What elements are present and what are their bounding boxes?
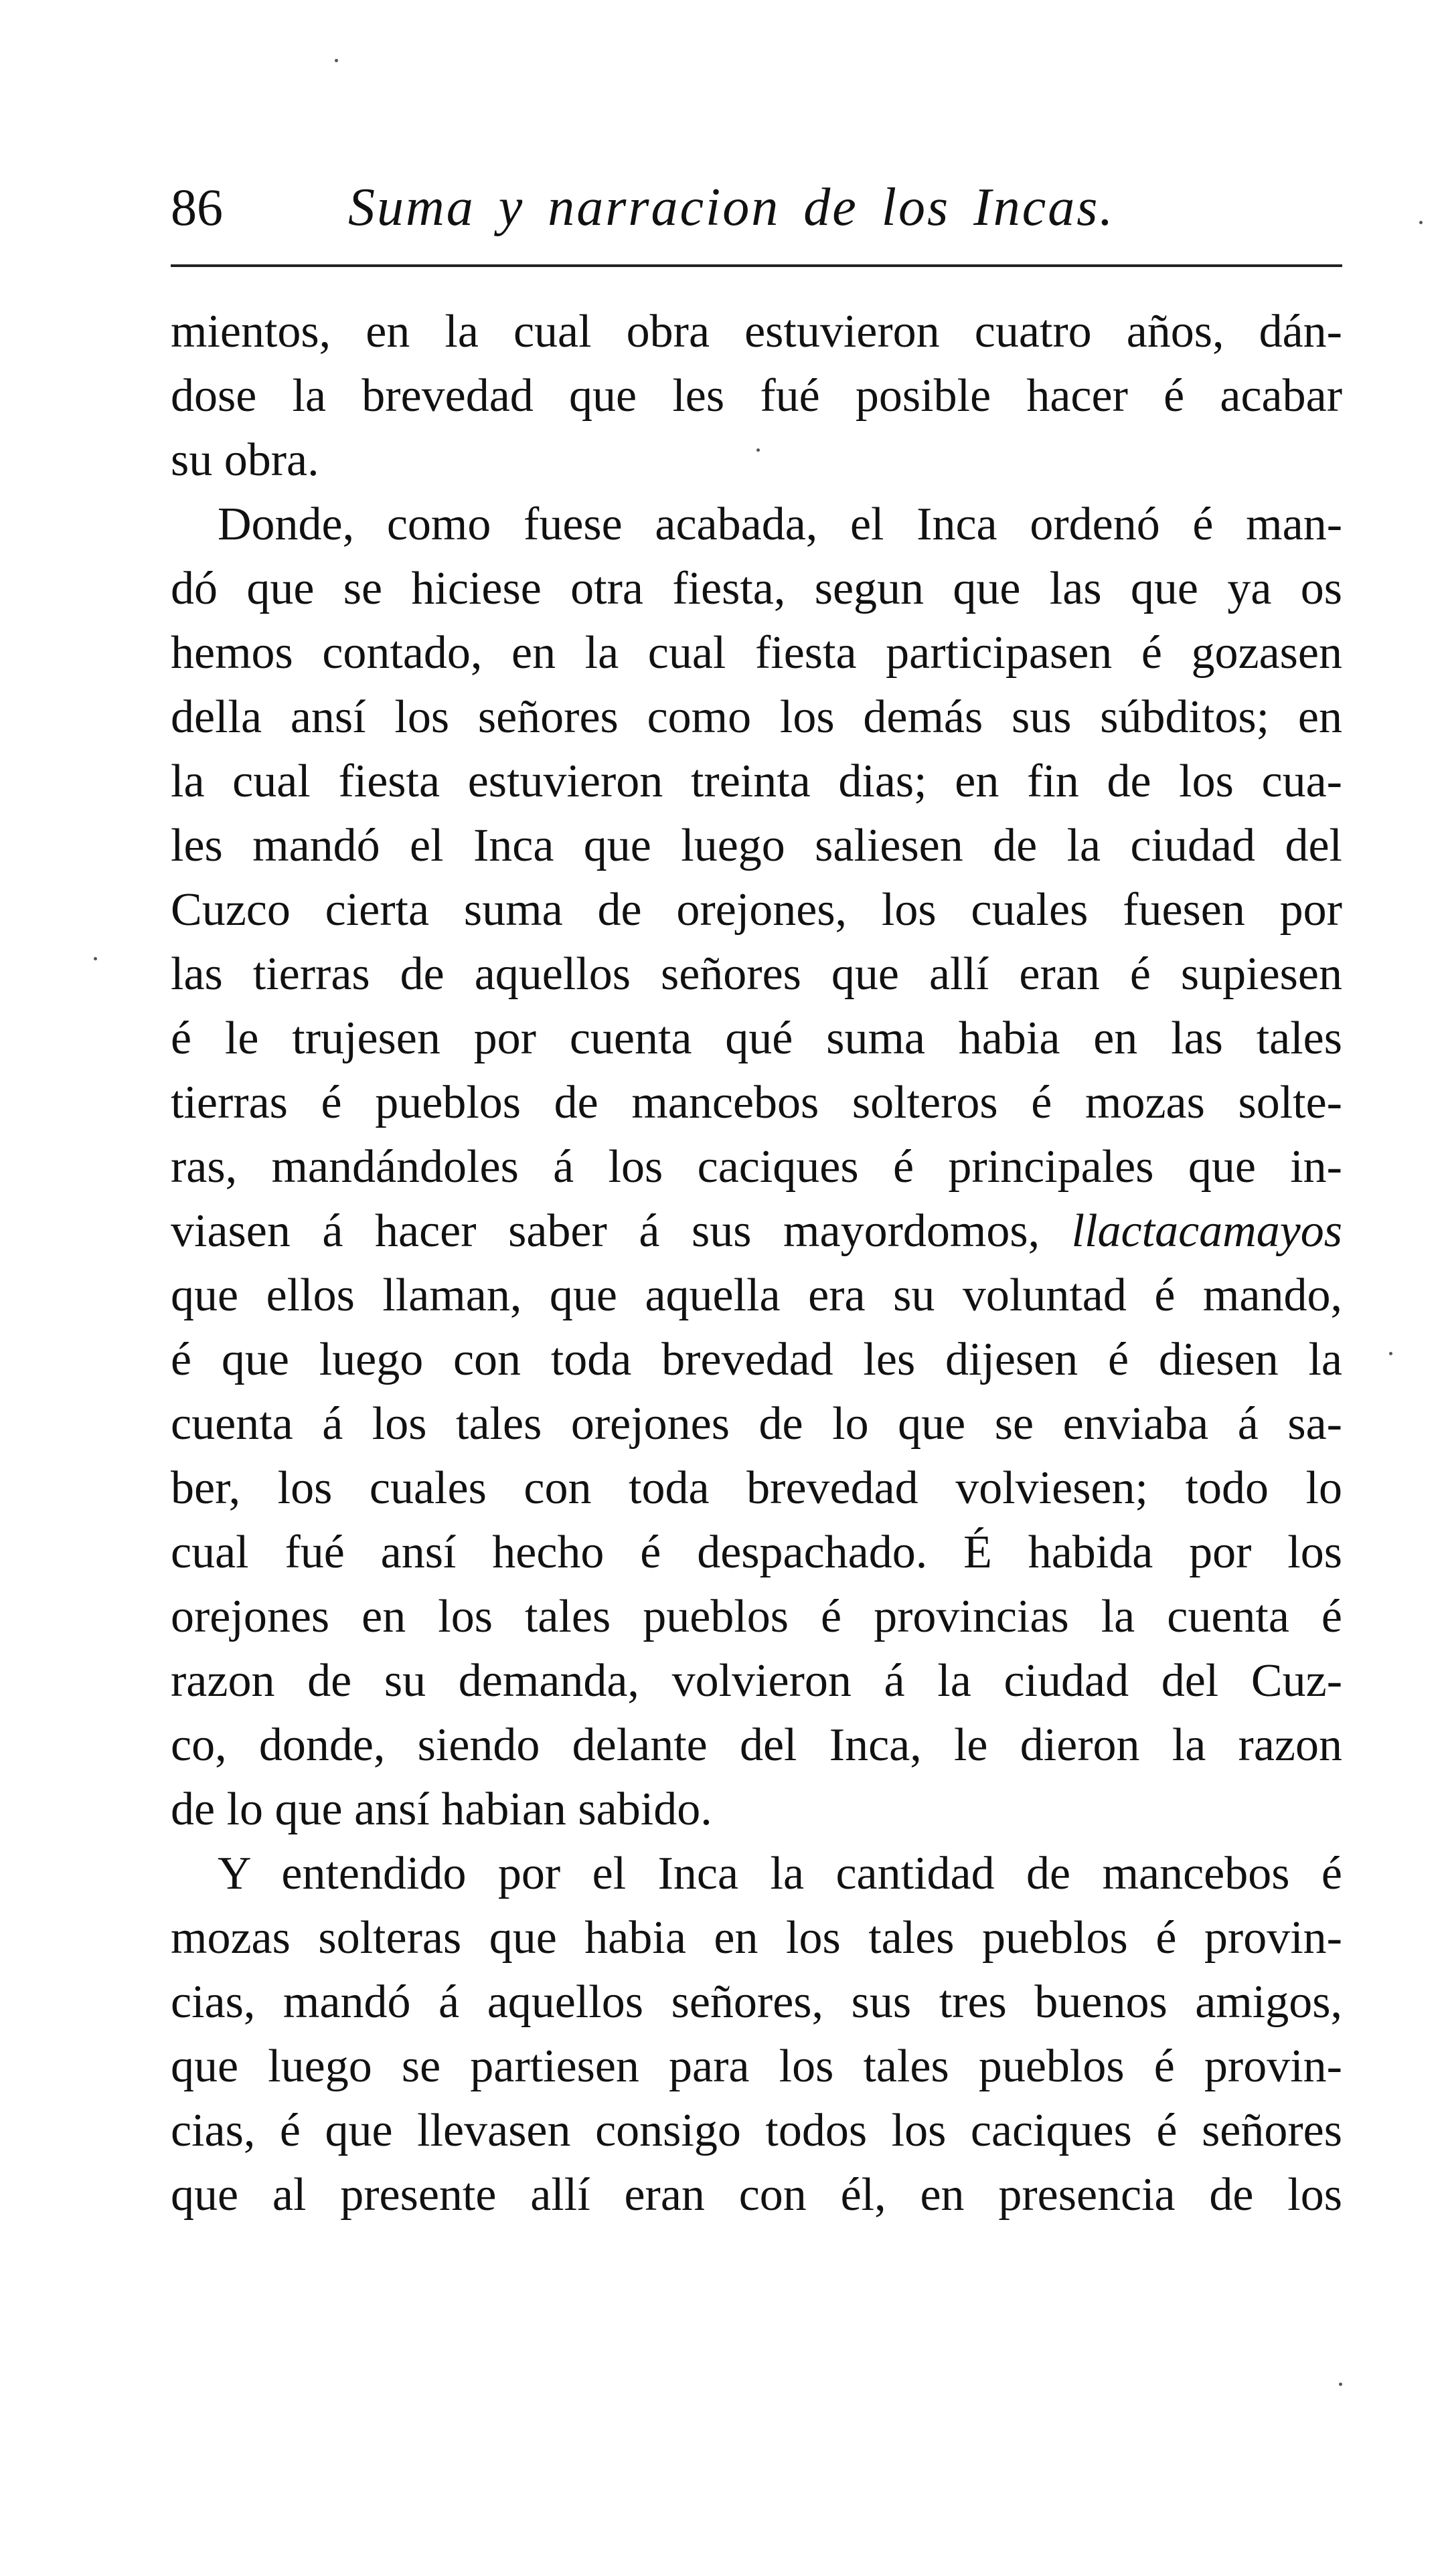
text-line: que al presente allí eran con él, en presencia de los bbox=[171, 2169, 1342, 2221]
text-line: dose la brevedad que les fué posible hacer é acabar bbox=[171, 370, 1342, 422]
print-speck bbox=[756, 448, 760, 452]
text-line: su obra. bbox=[171, 434, 319, 486]
text-line-with-term bbox=[171, 1199, 1342, 1264]
page-header bbox=[171, 171, 1342, 244]
text-line: las tierras de aquellos señores que allí eran é supiesen bbox=[171, 948, 1342, 1000]
text-line: razon de su demanda, volvieron á la ciudad del Cuz- bbox=[171, 1655, 1342, 1707]
text-line: é le trujesen por cuenta qué suma habia en las tales bbox=[171, 1013, 1342, 1064]
print-speck bbox=[1419, 221, 1423, 224]
text-line: hemos contado, en la cual fiesta participasen é gozasen bbox=[171, 627, 1342, 679]
text-line: les mandó el Inca que luego saliesen de la ciudad del bbox=[171, 820, 1342, 871]
paragraph-3 bbox=[171, 1842, 1342, 2227]
text-segment: viasen á hacer saber á sus mayordomos, bbox=[171, 1205, 1040, 1257]
text-line: que luego se partiesen para los tales pueblos é provin- bbox=[171, 2041, 1342, 2092]
body-text bbox=[171, 300, 1342, 2227]
text-line: cual fué ansí hecho é despachado. É habida por los bbox=[171, 1527, 1342, 1578]
text-line: cuenta á los tales orejones de lo que se enviaba á sa- bbox=[171, 1398, 1342, 1450]
text-line: ras, mandándoles á los caciques é principales que in- bbox=[171, 1141, 1342, 1193]
text-line: tierras é pueblos de mancebos solteros é mozas solte- bbox=[171, 1077, 1342, 1128]
paragraph-2 bbox=[171, 493, 1342, 1842]
text-line: de lo que ansí habian sabido. bbox=[171, 1784, 712, 1835]
text-line: cias, é que llevasen consigo todos los caciques é señores bbox=[171, 2105, 1342, 2156]
text-line: della ansí los señores como los demás sus súbditos; en bbox=[171, 691, 1342, 743]
text-line: la cual fiesta estuvieron treinta dias; en fin de los cua- bbox=[171, 756, 1342, 807]
text-line: ber, los cuales con toda brevedad volviesen; todo lo bbox=[171, 1462, 1342, 1514]
text-line: Donde, como fuese acabada, el Inca ordenó é man- bbox=[218, 499, 1342, 550]
italic-term: llactacamayos bbox=[1071, 1205, 1342, 1257]
text-line: Y entendido por el Inca la cantidad de mancebos é bbox=[218, 1848, 1342, 1899]
print-speck bbox=[1389, 1352, 1392, 1355]
text-line: é que luego con toda brevedad les dijesen é diesen la bbox=[171, 1334, 1342, 1385]
header-rule bbox=[171, 264, 1342, 267]
text-line: cias, mandó á aquellos señores, sus tres buenos amigos, bbox=[171, 1976, 1342, 2028]
text-line: Cuzco cierta suma de orejones, los cuales fuesen por bbox=[171, 884, 1342, 936]
text-line: orejones en los tales pueblos é provincias la cuenta é bbox=[171, 1591, 1342, 1642]
text-line: que ellos llaman, que aquella era su voluntad é mando, bbox=[171, 1270, 1342, 1321]
text-line: mientos, en la cual obra estuvieron cuatro años, dán- bbox=[171, 306, 1342, 357]
print-speck bbox=[1339, 2383, 1342, 2386]
paragraph-1 bbox=[171, 300, 1342, 493]
text-line: co, donde, siendo delante del Inca, le dieron la razon bbox=[171, 1719, 1342, 1771]
print-speck bbox=[335, 59, 338, 62]
print-speck bbox=[94, 957, 97, 960]
text-line: mozas solteras que habia en los tales pueblos é provin- bbox=[171, 1912, 1342, 1964]
page-number: 86 bbox=[171, 178, 223, 236]
text-line: dó que se hiciese otra fiesta, segun que las que ya os bbox=[171, 563, 1342, 614]
running-title: Suma y narracion de los Incas. bbox=[348, 178, 1115, 237]
